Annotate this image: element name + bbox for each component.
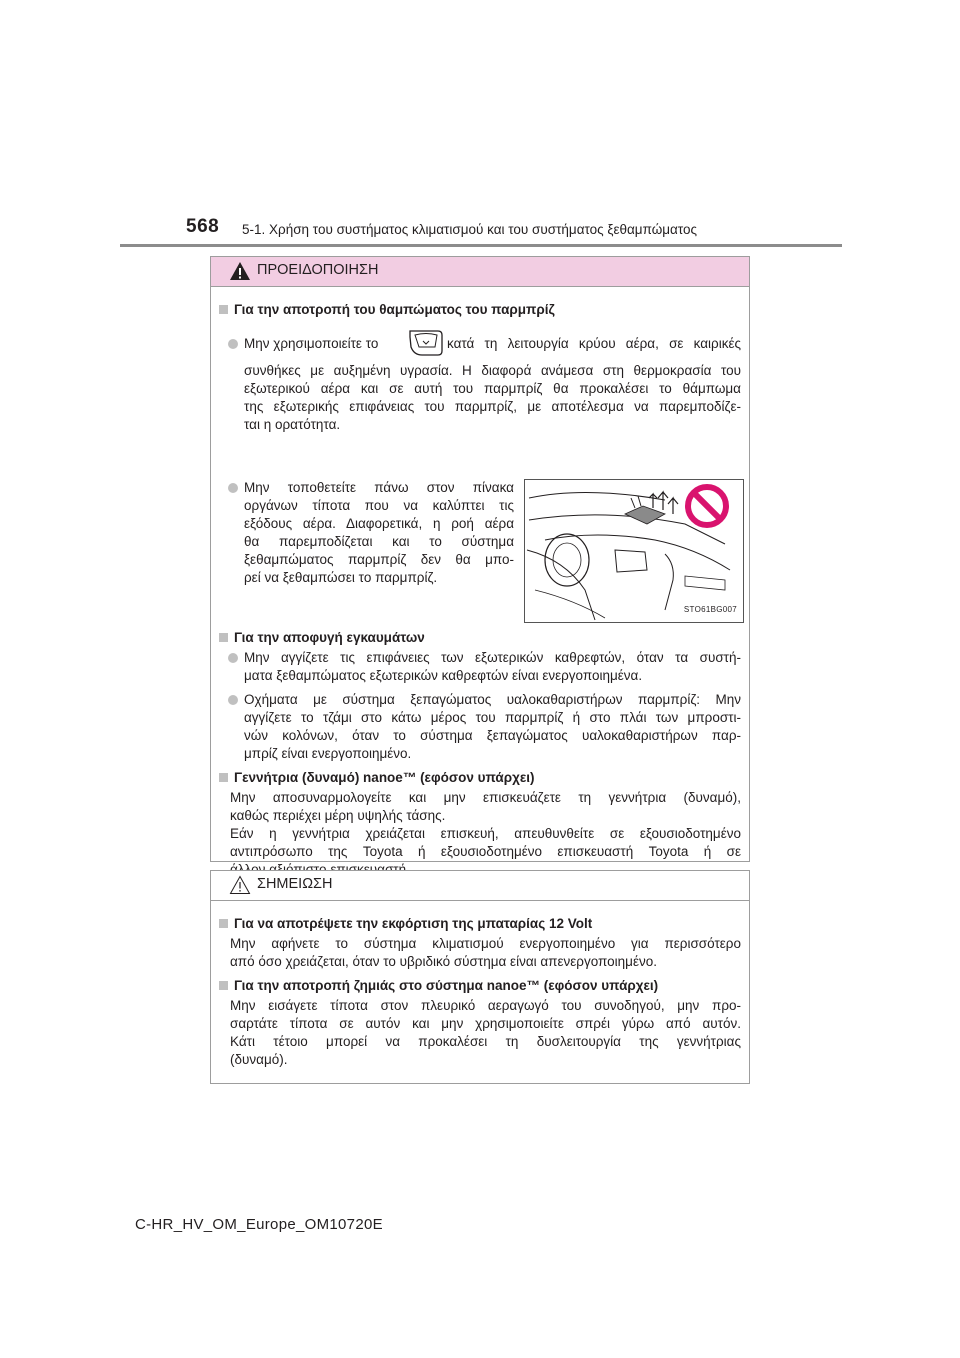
bullet1-paragraph: συνθήκες με αυξημένη υγρασία. Η διαφορά ανάμεσα στη θερμοκρασία του εξωτερικού αέρα και σε αυτή του παρμπρίζ θα προκαλέσει το θάμπωμα της εξωτερικής επιφάνειας του παρμπρίζ, με αποτέλεσμα να παρεμποδίζε- ται η ορατότητα.: [244, 363, 741, 432]
nanoe-paragraph: Μην αποσυναρμολογείτε και μην επισκευάζετε τη γεννήτρια (δυναμό), καθώς περιέχει μέρη υψηλής τάσης. Εάν η γεννήτρια χρειάζεται επισκευή, απευθυνθείτε σε εξουσιοδοτημένο αντιπρόσωπο της Toyota ή εξουσιοδοτημένο επισκευαστή Toyota ή σε: [230, 790, 741, 859]
windshield-defogger-icon: [408, 329, 444, 357]
bullet-dot: [228, 483, 238, 493]
document-id: C-HR_HV_OM_Europe_OM10720E: [135, 1216, 383, 1233]
warning-heading-defog: Για την αποτροπή του θαμπώματος του παρμπρίζ: [219, 301, 555, 319]
bullet-dot: [228, 653, 238, 663]
bullet-dot: [228, 695, 238, 705]
nanoe-damage-paragraph: Μην εισάγετε τίποτα στον πλευρικό αεραγωγό του συνοδηγού, μην προ- σαρτάτε τίποτα σε αυτόν και μην χρησιμοποιείτε σπρέι γύρω από αυτόν. Κάτι τέτοιο μπορεί να προκαλέσει τη δυσλειτουργία της γεννήτριας (δυναμό).: [230, 998, 741, 1067]
dashboard-illustration: [524, 479, 744, 623]
bullet-dot: [228, 339, 238, 349]
note-heading-battery: Για να αποτρέψετε την εκφόρτιση της μπαταρίας 12 Volt: [219, 915, 592, 933]
note-title: ΣΗΜΕΙΩΣΗ: [257, 876, 333, 892]
bullet4-paragraph: Οχήματα με σύστημα ξεπαγώματος υαλοκαθαριστήρων παρμπρίζ: Μην αγγίζετε το τζάμι στο κάτω μέρος του παρμπρίζ ή στο πλάι των μπροστι- νών κολόνων, όταν το σύστημα ξεπαγώματος υαλοκαθαριστήρων παρ- μπρίζ είναι ενεργοποιημένο.: [244, 692, 741, 761]
note-heading-nanoe: Για την αποτροπή ζημιάς στο σύστημα nanoe™ (εφόσον υπάρχει): [219, 977, 658, 995]
warning-triangle-icon: [229, 261, 251, 281]
header-divider: [120, 244, 842, 247]
notice-triangle-icon: [229, 875, 251, 895]
warning-heading-burns: Για την αποφυγή εγκαυμάτων: [219, 629, 425, 647]
page-header: [120, 216, 842, 246]
warning-box-header: [211, 257, 749, 287]
figure-code: STO61BG007: [683, 605, 737, 614]
note-box: [210, 870, 750, 1084]
warning-title: ΠΡΟΕΙΔΟΠΟΙΗΣΗ: [257, 262, 379, 278]
warning-box: [210, 256, 750, 862]
battery-paragraph: Μην αφήνετε το σύστημα κλιματισμού ενεργοποιημένο για περισσότερο από όσο χρειάζεται, όταν το υβριδικό σύστημα είναι απενεργοποιημένο.: [230, 936, 741, 969]
page-number: 568: [186, 216, 220, 237]
bullet1-text-end: κατά τη λειτουργία κρύου αέρα, σε καιρικές: [447, 336, 741, 351]
section-title: 5-1. Χρήση του συστήματος κλιματισμού και του συστήματος ξεθαμπώματος: [242, 222, 697, 237]
bullet1-text-start: Μην χρησιμοποιείτε το: [244, 336, 379, 351]
bullet3-paragraph: Μην αγγίζετε τις επιφάνειες των εξωτερικών καθρεφτών, όταν τα συστή- ματα ξεθαμπώματος εξωτερικών καθρεφτών είναι ενεργοποιημένα.: [244, 650, 741, 683]
warning-heading-nanoe: Γεννήτρια (δυναμό) nanoe™ (εφόσον υπάρχει): [219, 769, 535, 787]
note-box-header: [211, 871, 749, 901]
bullet2-paragraph: Μην τοποθετείτε πάνω στον πίνακα οργάνων τίποτα που να καλύπτει τις εξόδους αέρα. Διαφορετικά, η ροή αέρα θα παρεμποδίζεται και το σύστημα ξεθαμπώματος παρμπρίζ δεν θα μπο- ρεί να ξεθαμπώσει το παρμπρίζ.: [244, 480, 514, 585]
